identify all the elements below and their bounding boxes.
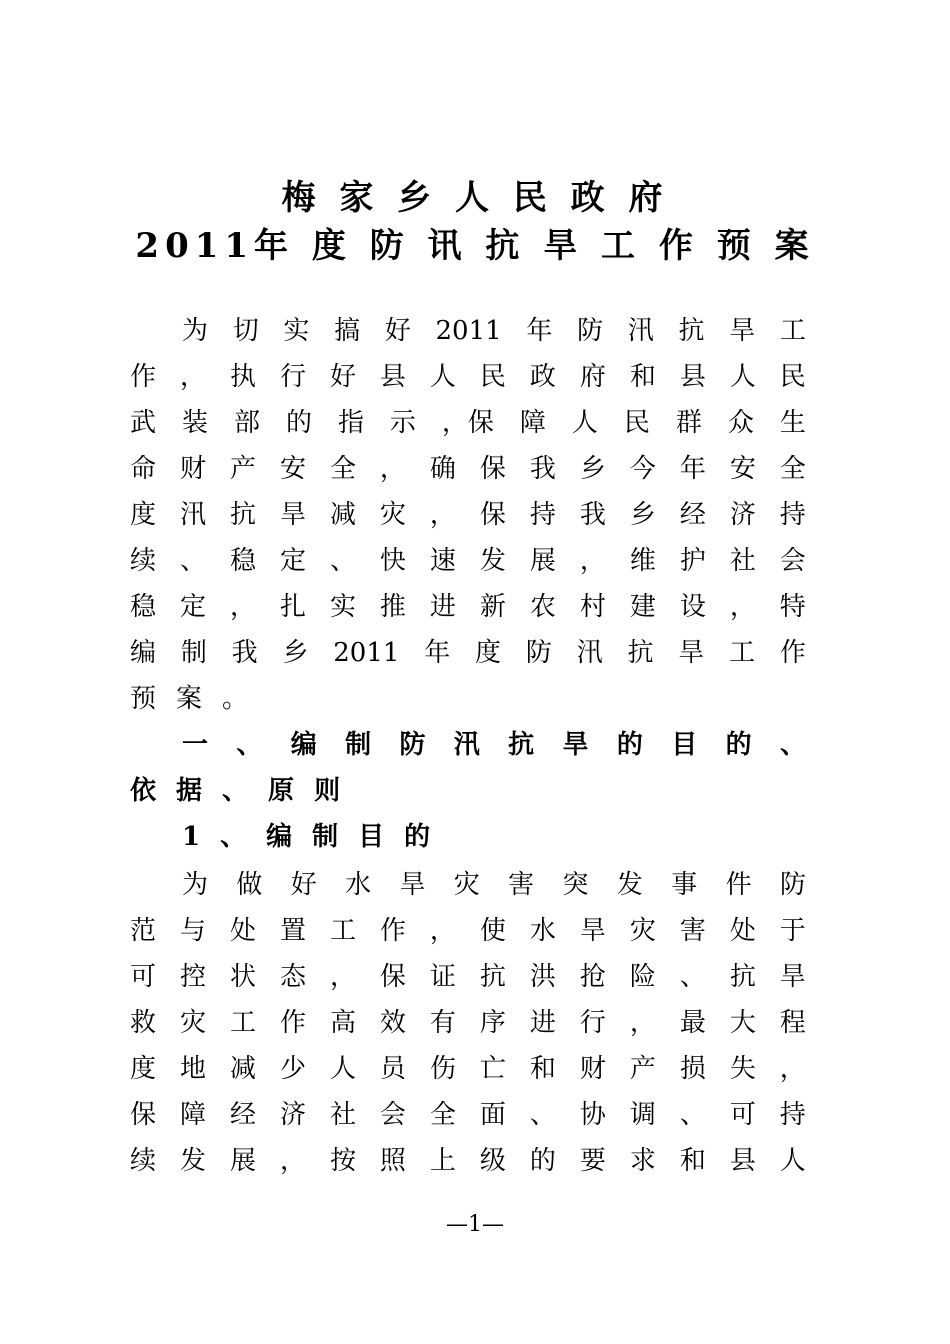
line-char: 县	[379, 362, 406, 392]
line-char: 特	[779, 592, 806, 622]
line-char: 工	[729, 638, 756, 668]
line-char: 上	[429, 1146, 456, 1176]
line-char: 水	[529, 916, 556, 946]
line-char: 群	[675, 408, 702, 438]
line-char: 亡	[479, 1054, 506, 1084]
line-char: 灾	[453, 870, 480, 900]
line-char: 与	[179, 916, 206, 946]
line-char: 防	[525, 638, 552, 668]
line-char: 为	[182, 870, 209, 900]
line-char: 实	[283, 316, 310, 346]
line-char: 制	[312, 822, 339, 852]
line-char: 制	[180, 638, 207, 668]
body-line	[130, 679, 806, 719]
line-char: 进	[529, 1008, 556, 1038]
line-char: 保	[379, 962, 406, 992]
line-char: 民	[479, 362, 506, 392]
line-char: 最	[679, 1008, 706, 1038]
line-char: 搞	[334, 316, 361, 346]
line-char: 实	[329, 592, 356, 622]
line-char: 工	[779, 316, 806, 346]
line-char: 置	[279, 916, 306, 946]
line-char: 少	[279, 1054, 306, 1084]
line-char: 持	[779, 500, 806, 530]
line-char: 政	[529, 362, 556, 392]
line-char: 稳	[229, 546, 256, 576]
line-char: 保	[130, 1100, 157, 1130]
line-char: 要	[579, 1146, 606, 1176]
line-char: 害	[508, 870, 535, 900]
line-char: 事	[671, 870, 698, 900]
line-char: ，	[629, 1008, 656, 1038]
line-char: 依	[130, 776, 157, 806]
line-char: 会	[779, 546, 806, 576]
line-char: ，	[779, 1054, 806, 1084]
line-char: 行	[579, 1008, 606, 1038]
line-char: 确	[429, 454, 456, 484]
line-char: 全	[329, 454, 356, 484]
line-char: 推	[379, 592, 406, 622]
line-char: 级	[479, 1146, 506, 1176]
line-char: 编	[266, 822, 293, 852]
line-char: 命	[130, 454, 157, 484]
line-char: 、	[779, 730, 806, 760]
line-char: 续	[130, 546, 157, 576]
line-char: 切	[232, 316, 259, 346]
line-char: 农	[529, 592, 556, 622]
line-char: 众	[727, 408, 754, 438]
line-char: 、	[679, 1100, 706, 1130]
line-char: 抢	[579, 962, 606, 992]
body-line	[130, 957, 806, 997]
body-line	[130, 1095, 806, 1135]
line-char: 旱	[399, 870, 426, 900]
line-char: 展	[529, 546, 556, 576]
line-char: 序	[479, 1008, 506, 1038]
body-line	[130, 633, 806, 673]
line-char: 损	[679, 1054, 706, 1084]
body-line	[182, 311, 806, 351]
line-char: 证	[429, 962, 456, 992]
body-line	[130, 495, 806, 535]
line-char: 目	[358, 822, 385, 852]
line-char: 行	[279, 362, 306, 392]
line-char: 障	[179, 1100, 206, 1130]
line-char: 快	[379, 546, 406, 576]
line-char: 有	[429, 1008, 456, 1038]
line-char: 地	[179, 1054, 206, 1084]
line-char: 作	[279, 1008, 306, 1038]
body-line	[130, 587, 806, 627]
line-char: ，	[729, 592, 756, 622]
line-char: 照	[379, 1146, 406, 1176]
line-char: 一	[182, 730, 209, 760]
line-char: 可	[729, 1100, 756, 1130]
line-char: 突	[562, 870, 589, 900]
section-heading	[130, 771, 806, 811]
line-char: 2011	[333, 638, 400, 668]
line-char: 抗	[627, 638, 654, 668]
line-char: 旱	[678, 638, 705, 668]
line-char: 经	[229, 1100, 256, 1130]
line-char: 财	[579, 1054, 606, 1084]
line-char: 和	[629, 362, 656, 392]
line-char: 保	[479, 454, 506, 484]
line-char: 作	[779, 638, 806, 668]
line-char: 定	[179, 592, 206, 622]
body-line	[130, 911, 806, 951]
line-char: 旱	[279, 500, 306, 530]
line-char: 济	[729, 500, 756, 530]
line-char: 人	[429, 362, 456, 392]
line-char: 防	[399, 730, 426, 760]
line-char: 持	[779, 1100, 806, 1130]
line-char: 人	[571, 408, 598, 438]
line-char: 、	[179, 546, 206, 576]
line-char: 工	[329, 916, 356, 946]
line-char: 则	[314, 776, 341, 806]
line-char: 防	[779, 870, 806, 900]
line-char: 乡	[282, 638, 309, 668]
line-char: 协	[579, 1100, 606, 1130]
line-char: 编	[130, 638, 157, 668]
line-char: 安	[729, 454, 756, 484]
line-char: 可	[130, 962, 157, 992]
line-char: 的	[725, 730, 752, 760]
line-char: 我	[529, 454, 556, 484]
line-char: 社	[729, 546, 756, 576]
subsection-heading	[182, 817, 806, 857]
line-char: 旱	[562, 730, 589, 760]
line-char: 保	[479, 500, 506, 530]
line-char: 、	[529, 1100, 556, 1130]
body-line	[130, 541, 806, 581]
line-char: 度	[475, 638, 502, 668]
line-char: 和	[679, 1146, 706, 1176]
line-char: ，	[379, 454, 406, 484]
line-char: 全	[779, 454, 806, 484]
line-char: 汛	[627, 316, 654, 346]
line-char: 持	[529, 500, 556, 530]
line-char: 、	[236, 730, 263, 760]
line-char: 安	[279, 454, 306, 484]
line-char: 新	[479, 592, 506, 622]
line-char: 全	[429, 1100, 456, 1130]
line-char: 人	[779, 1146, 806, 1176]
line-char: 和	[529, 1054, 556, 1084]
line-char: 据	[176, 776, 203, 806]
line-char: 今	[629, 454, 656, 484]
line-char: 护	[679, 546, 706, 576]
line-char: ，	[329, 962, 356, 992]
line-char: 工	[229, 1008, 256, 1038]
line-char: 作	[130, 362, 157, 392]
line-char: 好	[384, 316, 411, 346]
body-line	[130, 449, 806, 489]
line-char: 社	[329, 1100, 356, 1130]
line-char: 灾	[379, 500, 406, 530]
body-line	[130, 1049, 806, 1089]
line-char: 展	[229, 1146, 256, 1176]
line-char: 度	[130, 1054, 157, 1084]
line-char: 产	[629, 1054, 656, 1084]
line-char: 县	[679, 362, 706, 392]
line-char: ，	[279, 1146, 306, 1176]
section-heading	[182, 725, 806, 765]
line-char: 我	[231, 638, 258, 668]
line-char: 抗	[229, 500, 256, 530]
line-char: 村	[579, 592, 606, 622]
line-char: 抗	[678, 316, 705, 346]
line-char: 处	[729, 916, 756, 946]
line-char: 为	[182, 316, 209, 346]
line-char: 财	[179, 454, 206, 484]
line-char: 抗	[479, 962, 506, 992]
line-char: 求	[629, 1146, 656, 1176]
line-char: 按	[329, 1146, 356, 1176]
line-char: 年	[424, 638, 451, 668]
line-char: 装	[181, 408, 208, 438]
line-char: ，	[429, 916, 456, 946]
line-char: 调	[629, 1100, 656, 1130]
line-char: ，	[579, 546, 606, 576]
line-char: 产	[229, 454, 256, 484]
line-char: 、	[222, 776, 249, 806]
line-char: 维	[629, 546, 656, 576]
line-char: 旱	[779, 962, 806, 992]
line-char: 态	[279, 962, 306, 992]
line-char: 障	[519, 408, 546, 438]
body-line	[130, 1141, 806, 1181]
line-char: 部	[233, 408, 260, 438]
body-line	[182, 865, 806, 905]
line-char: ，	[179, 362, 206, 392]
line-char: 武	[130, 408, 157, 438]
line-char: 2011	[435, 316, 502, 346]
line-char: 汛	[179, 500, 206, 530]
line-char: 民	[623, 408, 650, 438]
line-char: 乡	[629, 500, 656, 530]
line-char: 高	[329, 1008, 356, 1038]
line-char: 的	[404, 822, 431, 852]
line-char: 人	[329, 1054, 356, 1084]
page-number: —1—	[446, 1212, 504, 1237]
line-char: 人	[729, 362, 756, 392]
line-char: 害	[679, 916, 706, 946]
line-char: 续	[130, 1146, 157, 1176]
line-char: ，	[429, 500, 456, 530]
line-char: 灾	[629, 916, 656, 946]
line-char: 执	[229, 362, 256, 392]
line-char: 我	[579, 500, 606, 530]
line-char: 会	[379, 1100, 406, 1130]
line-char: 定	[279, 546, 306, 576]
line-char: 状	[229, 962, 256, 992]
line-char: 年	[526, 316, 553, 346]
line-char: 水	[345, 870, 372, 900]
line-char: 的	[616, 730, 643, 760]
body-line	[130, 403, 806, 443]
line-char: 好	[290, 870, 317, 900]
line-char: 生	[779, 408, 806, 438]
line-char: 预	[130, 684, 157, 714]
line-char: 济	[279, 1100, 306, 1130]
line-char: 制	[345, 730, 372, 760]
line-char: 建	[629, 592, 656, 622]
line-char: 失	[729, 1054, 756, 1084]
line-char: 、	[679, 962, 706, 992]
line-char: 处	[229, 916, 256, 946]
document-title: 梅 家 乡 人 民 政 府	[281, 178, 669, 218]
document-subtitle: 2011年 度 防 讯 抗 旱 工 作 预 案	[135, 226, 815, 266]
line-char: 稳	[130, 592, 157, 622]
line-char: 、	[329, 546, 356, 576]
line-char: ，保	[441, 408, 494, 438]
line-char: 灾	[179, 1008, 206, 1038]
line-char: 旱	[579, 916, 606, 946]
body-line	[130, 357, 806, 397]
line-char: 大	[729, 1008, 756, 1038]
line-char: 示	[389, 408, 416, 438]
line-char: 发	[479, 546, 506, 576]
line-char: 救	[130, 1008, 157, 1038]
line-char: 指	[337, 408, 364, 438]
line-char: 进	[429, 592, 456, 622]
line-char: 县	[729, 1146, 756, 1176]
line-char: 使	[479, 916, 506, 946]
line-char: 险	[629, 962, 656, 992]
line-char: 度	[130, 500, 157, 530]
line-char: 抗	[508, 730, 535, 760]
line-char: 原	[268, 776, 295, 806]
line-char: 年	[679, 454, 706, 484]
line-char: 民	[779, 362, 806, 392]
line-char: 设	[679, 592, 706, 622]
line-char: 发	[179, 1146, 206, 1176]
line-char: 防	[577, 316, 604, 346]
line-char: 做	[236, 870, 263, 900]
line-char: 好	[329, 362, 356, 392]
line-char: 汛	[576, 638, 603, 668]
line-char: 目	[671, 730, 698, 760]
line-char: 扎	[279, 592, 306, 622]
line-char: 乡	[579, 454, 606, 484]
line-char: 于	[779, 916, 806, 946]
line-char: 汛	[453, 730, 480, 760]
line-char: 面	[479, 1100, 506, 1130]
line-char: 案	[176, 684, 203, 714]
line-char: 洪	[529, 962, 556, 992]
line-char: 的	[285, 408, 312, 438]
line-char: 发	[616, 870, 643, 900]
line-char: 作	[379, 916, 406, 946]
line-char: ，	[229, 592, 256, 622]
line-char: 。	[222, 684, 249, 714]
line-char: 范	[130, 916, 157, 946]
line-char: 旱	[729, 316, 756, 346]
line-char: 经	[679, 500, 706, 530]
line-char: 1	[182, 822, 201, 852]
line-char: 、	[220, 822, 247, 852]
line-char: 程	[779, 1008, 806, 1038]
line-char: 编	[290, 730, 317, 760]
line-char: 抗	[729, 962, 756, 992]
line-char: 减	[329, 500, 356, 530]
line-char: 控	[179, 962, 206, 992]
line-char: 的	[529, 1146, 556, 1176]
line-char: 件	[725, 870, 752, 900]
line-char: 员	[379, 1054, 406, 1084]
body-line	[130, 1003, 806, 1043]
line-char: 减	[229, 1054, 256, 1084]
line-char: 府	[579, 362, 606, 392]
line-char: 伤	[429, 1054, 456, 1084]
line-char: 速	[429, 546, 456, 576]
line-char: 效	[379, 1008, 406, 1038]
